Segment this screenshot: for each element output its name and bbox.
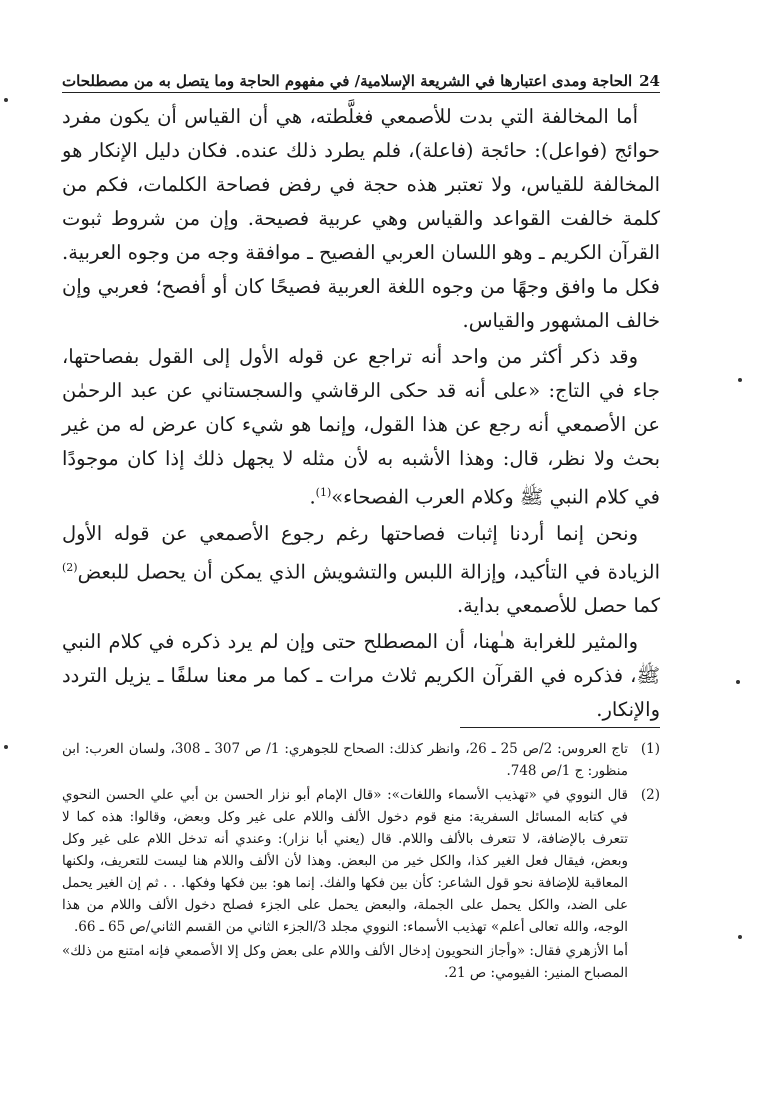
running-header <box>62 62 660 90</box>
paragraph-4: والمثير للغرابة هـٰهنا، أن المصطلح حتى وإن لم يرد ذكره في كلام النبي ﷺ، فذكره في القرآن الكريم ثلاث مرات ـ كما مر معنا سلفًا ـ يزيل التردد والإنكار. <box>62 630 660 721</box>
footnote-text: قال النووي في «تهذيب الأسماء واللغات»: «قال الإمام أبو نزار الحسن بن أبي علي الحسن النحوي في كتابه المسائل السفرية: منع قوم دخول الألف واللام على غير وكل وبعض، وقالوا: هذه كما لا تتعرف بالإضافة، لا تتعرف بالألف واللام. قال (يعني أبا نزار): وعندي أنه تدخل اللام على غير وكل وبعض، فيقال فعل الغير كذا، والكل خير من البعض. وهذا لأن الألف واللام هنا ليست للتعريف، ولكنها المعاقبة للإضافة نحو قول الشاعر: كأن بين فكها والفك. إنما هو: بين فكها وفكها. . . ثم إن الغير يحمل على الضد، والكل يحمل على الجملة، والبعض يحمل على الجزء فصلح دخول الألف واللام من هذا الوجه، والله تعالى أعلم» تهذيب الأسماء: النووي مجلد 3/الجزء الثاني من القسم الثاني/ص 65 ـ 66. <box>62 787 628 935</box>
paragraph-1: أما المخالفة التي بدت للأصمعي فغلَّطته، هي أن القياس أن يكون مفرد حوائج (فواعل): حائجة (فاعلة)، فلم يطرد ذلك عنده. فكان دليل الإنكار هو المخالفة للقياس، ولا تعتبر هذه حجة في رفض فصاحة الكلمات، فكم من كلمة خالفت القواعد والقياس وهي عربية فصيحة. وإن من شروط ثبوت القرآن الكريم ـ وهو اللسان العربي الفصيح ـ موافقة وجه من وجوه العربية. فكل ما وافق وجهًا من وجوه اللغة العربية فصيحًا كان أو أفصح؛ فعربي وإن خالف المشهور والقياس. <box>62 105 660 332</box>
running-title: الحاجة ومدى اعتبارها في الشريعة الإسلامية/ في مفهوم الحاجة وما يتصل به من مصطلحات <box>62 72 633 90</box>
margin-mark <box>736 680 740 684</box>
page-number: 24 <box>639 72 660 90</box>
paragraph-3-end: كما حصل للأصمعي بداية. <box>456 594 660 617</box>
footnote-2 <box>62 784 660 938</box>
footnote-number: (1) <box>640 741 660 757</box>
footnote-ref-1[interactable]: (1) <box>315 486 332 499</box>
footnote-ref-2[interactable]: (2) <box>62 560 78 574</box>
margin-mark <box>4 98 8 102</box>
footnote-2-continuation: أما الأزهري فقال: «وأجاز النحويون إدخال الألف واللام على بعض وكل إلا الأصمعي فإنه امتنع من ذلك» المصباح المنير: الفيومي: ص 21. <box>62 943 628 981</box>
footnote-number: (2) <box>640 787 660 803</box>
main-text <box>62 100 660 729</box>
margin-mark <box>738 378 742 382</box>
header-divider <box>62 92 660 93</box>
footnote-divider <box>460 727 660 728</box>
margin-mark <box>738 935 742 939</box>
footnotes <box>62 738 660 984</box>
paragraph-3-text: ونحن إنما أردنا إثبات فصاحتها رغم رجوع الأصمعي عن قوله الأول الزيادة في التأكيد، وإزالة اللبس والتشويش الذي يمكن أن يحصل للبعض <box>62 521 660 583</box>
paragraph-2-end: . <box>309 485 316 509</box>
paragraph-2 <box>62 340 660 515</box>
paragraph-2-text: وقد ذكر أكثر من واحد أنه تراجع عن قوله الأول إلى القول بفصاحتها، جاء في التاج: «على أنه قد حكى الرقاشي والسجستاني عن عبد الرحمٰن عن الأصمعي أنه رجع عن هذا القول، وإنما هو شيء كان عرض له من غير بحث ولا نظر، قال: وهذا الأشبه به لأن مثله لا يجهل ذلك إذا كان موجودًا في كلام النبي ﷺ وكلام العرب الفصحاء» <box>62 345 660 509</box>
paragraph-3 <box>62 517 660 624</box>
margin-mark <box>4 745 8 749</box>
footnote-1 <box>62 738 660 782</box>
footnote-text: تاج العروس: 2/ص 25 ـ 26، وانظر كذلك: الصحاح للجوهري: 1/ ص 307 ـ 308، ولسان العرب: ابن منظور: ج 1/ص 748. <box>62 741 628 779</box>
